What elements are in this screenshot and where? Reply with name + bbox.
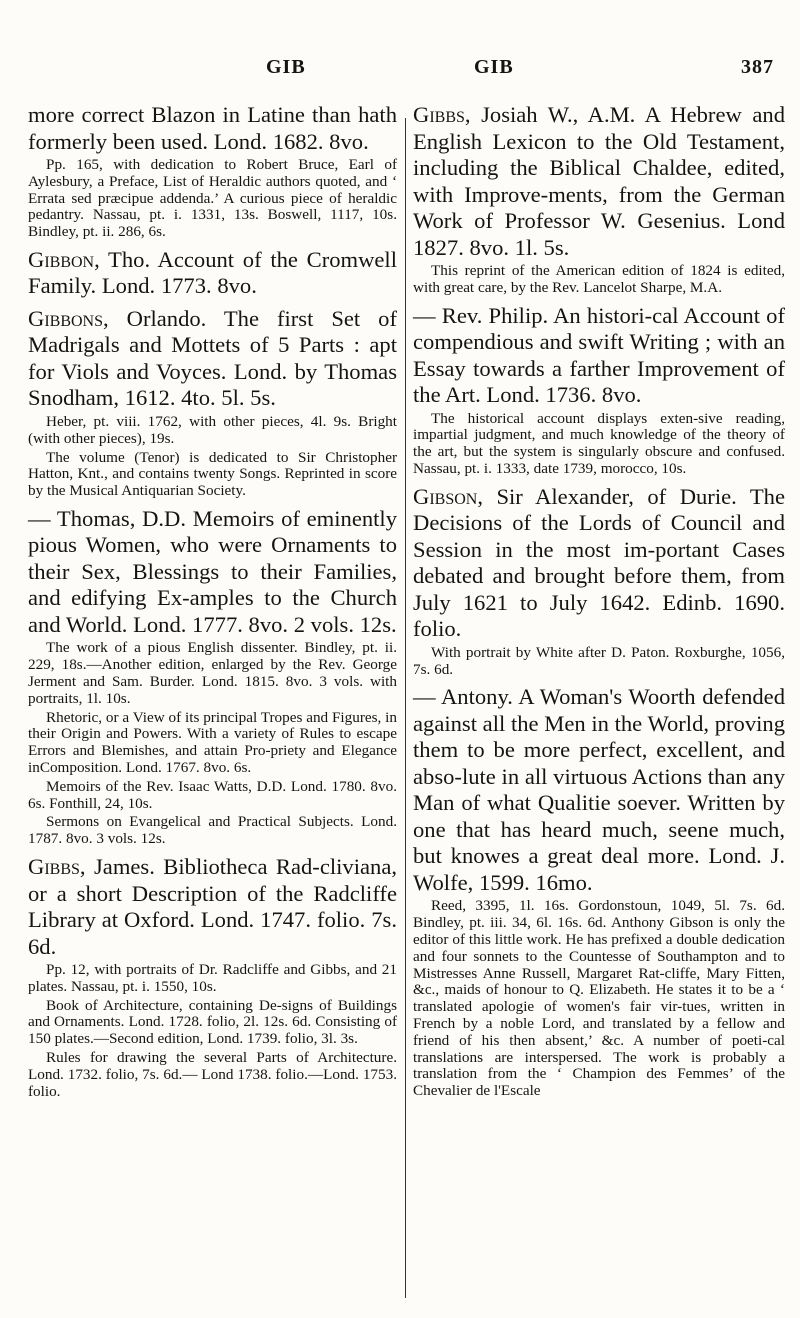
- entry-note: Book of Architecture, containing De-signs of Buildings and Ornaments. Lond. 1728. folio, 2l. 12s. 6d. Consisting of 150 plates.—Second edition, Lond. 1739. folio, 3l. 3s.: [28, 996, 397, 1048]
- left-column: [28, 102, 397, 1106]
- entry-note: Heber, pt. viii. 1762, with other pieces, 4l. 9s. Bright (with other pieces), 19s.: [28, 412, 397, 447]
- entry-note: Rhetoric, or a View of its principal Tropes and Figures, in their Origin and Powers. With a variety of Rules to escape Errors and Blemishes, and attain Pro-priety and Elegance inComposition. Lond. 1767. 8vo. 6s.: [28, 708, 397, 777]
- entry-title: James. Bibliotheca Rad-cliviana, or a short Description of the Radcliffe Library at Oxford. Lond. 1747. folio. 7s. 6d.: [28, 854, 397, 959]
- entry-note: Rules for drawing the several Parts of Architecture. Lond. 1732. folio, 7s. 6d.— Lond 1738. folio.—Lond. 1753. folio.: [28, 1049, 397, 1100]
- entry-title: Sir Alexander, of Durie. The Decisions of the Lords of Council and Session in the most im-portant Cases debated and brought before them, from July 1621 to July 1642. Edinb. 1690. folio.: [413, 483, 785, 642]
- entry-title: Josiah W., A.M. A Hebrew and English Lexicon to the Old Testament, including the Biblical Chaldee, edited, with Improve-ments, from the German Work of Professor W. Gesenius. Lond 1827. 8vo. 1l. 5s.: [413, 102, 785, 260]
- entry-name: Gibbons,: [28, 305, 109, 331]
- entry-name: Gibson,: [413, 483, 483, 509]
- entry-title: — Rev. Philip. An histori-cal Account of compendious and swift Writing ; with an Essay towards a farther Improvement of the Art. Lond. 1736. 8vo.: [413, 302, 785, 408]
- entry-note: The historical account displays exten-sive reading, impartial judgment, and much knowledge of the theory of the art, but the system is singularly obscure and confused. Nassau, pt. i. 1333, date 1739, morocco, 10s.: [413, 409, 785, 477]
- entry-name: Gibbon,: [28, 246, 100, 272]
- page-number: 387: [741, 56, 774, 78]
- entry-note: This reprint of the American edition of 1824 is edited, with great care, by the Rev. Lancelot Sharpe, M.A.: [413, 262, 785, 296]
- entry-title: more correct Blazon in Latine than hath formerly been used. Lond. 1682. 8vo.: [28, 102, 397, 154]
- entry-gibson-antony: [413, 684, 785, 1100]
- entry-note: Pp. 12, with portraits of Dr. Radcliffe and Gibbs, and 21 plates. Nassau, pt. i. 1550, 10s.: [28, 961, 397, 995]
- entry-note: With portrait by White after D. Paton. Roxburghe, 1056, 7s. 6d.: [413, 643, 785, 678]
- entry-title: — Thomas, D.D. Memoirs of eminently pious Women, who were Ornaments to their Sex, Blessings to their Families, and edifying Ex-amples to the Church and World. Lond. 1777. 8vo. 2 vols. 12s.: [28, 505, 397, 637]
- entry-note: Pp. 165, with dedication to Robert Bruce, Earl of Aylesbury, a Preface, List of Heraldic authors quoted, and ‘ Errata sed præcipue addenda.’ A curious piece of heraldic pedantry. Nassau, pt. i. 1331, 13s. Boswell, 1117, 10s. Bindley, pt. ii. 286, 6s.: [28, 156, 397, 241]
- entry-gibbons-thomas: [28, 506, 397, 848]
- entry-note: Reed, 3395, 1l. 16s. Gordonstoun, 1049, 5l. 7s. 6d. Bindley, pt. iii. 34, 6l. 16s. 6d. Anthony Gibson is only the editor of this little work. He has prefixed a double dedication and four sonnets to the Countesse of Southampton and to Mistresses Anne Russell, Margaret Rat-cliffe, Mary Fitten, &c., maids of honour to Q. Elizabeth. He states it to be a ‘ translated apologie of women's fair vir-tues, written in French by a noble Lord, and translated by a fellow and friend of his then absent,’ &c. A number of poeti-cal translations are interspersed. The work is probably a translation from the ‘ Champion des Femmes’ of the Chevalier de l'Escale: [413, 897, 785, 1100]
- running-head-left: GIB: [266, 56, 306, 78]
- entry-continued: [28, 102, 397, 241]
- entry-gibbon: [28, 247, 397, 300]
- entry-gibbs-james: [28, 854, 397, 1100]
- running-head-center: GIB: [474, 56, 514, 78]
- entry-name: Gibbs,: [413, 102, 471, 127]
- page-header: [0, 0, 800, 78]
- entry-title: — Antony. A Woman's Woorth defended against all the Men in the World, proving them to be more perfect, excellent, and abso-lute in all virtuous Actions than any Man of what Qualitie soever. Written by one that has heard much, seene much, but knowes a great deal more. Lond. J. Wolfe, 1599. 16mo.: [413, 684, 785, 895]
- entry-note: The work of a pious English dissenter. Bindley, pt. ii. 229, 18s.—Another edition, enlarged by the Rev. George Jerment and Sam. Burder. Lond. 1815. 8vo. 3 vols. with portraits, 1l. 10s.: [28, 639, 397, 707]
- entry-gibbs-philip: [413, 303, 785, 478]
- entry-note: Memoirs of the Rev. Isaac Watts, D.D. Lond. 1780. 8vo. 6s. Fonthill, 24, 10s.: [28, 777, 397, 812]
- column-divider: [405, 118, 406, 1298]
- entry-gibbs-josiah: [413, 102, 785, 297]
- entry-note: The volume (Tenor) is dedicated to Sir Christopher Hatton, Knt., and contains twenty Songs. Reprinted in score by the Musical Antiquarian Society.: [28, 448, 397, 500]
- entry-gibson-alexander: [413, 484, 785, 679]
- entry-gibbons-orlando: [28, 306, 397, 500]
- entry-note: Sermons on Evangelical and Practical Subjects. Lond. 1787. 8vo. 3 vols. 12s.: [28, 813, 397, 848]
- right-column: [413, 102, 785, 1106]
- entry-title: Orlando. The first Set of Madrigals and Mottets of 5 Parts : apt for Viols and Voyces. Lond. by Thomas Snodham, 1612. 4to. 5l. 5s.: [28, 305, 397, 411]
- entry-title: Tho. Account of the Cromwell Family. Lond. 1773. 8vo.: [28, 246, 397, 299]
- entry-name: Gibbs,: [28, 854, 86, 880]
